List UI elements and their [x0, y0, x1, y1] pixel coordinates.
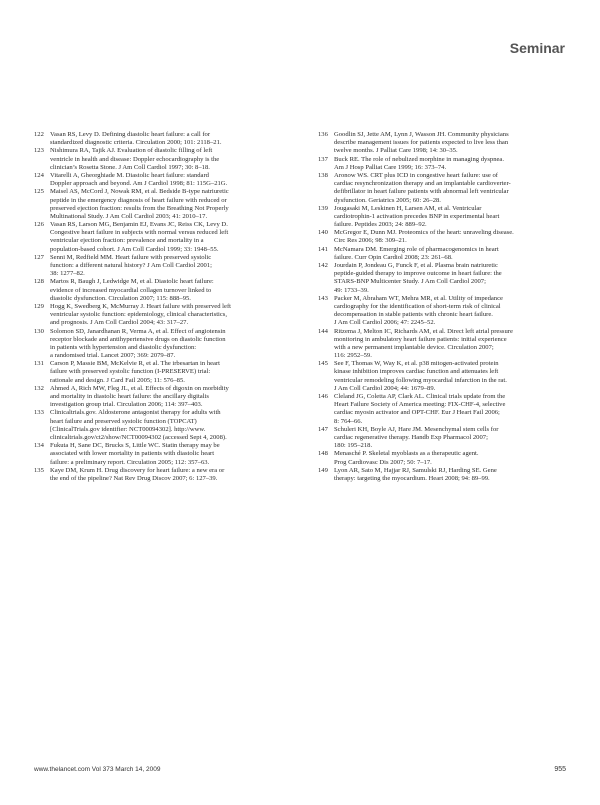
reference-number: 130: [34, 327, 44, 335]
reference-text: [50, 147, 262, 172]
reference-item: [34, 467, 262, 483]
reference-line: Ritzema J, Melton IC, Richards AM, et al. Direct left atrial pressure: [334, 327, 513, 335]
reference-item: [318, 262, 546, 295]
reference-item: [34, 442, 262, 467]
reference-line: failure. Curr Opin Cardiol 2008; 23: 261–68.: [334, 253, 453, 261]
reference-text: [334, 295, 546, 328]
reference-line: Am J Hosp Palliat Care 1999; 16: 373–74.: [334, 163, 447, 171]
reference-line: Senni M, Redfield MM. Heart failure with preserved systolic: [50, 253, 212, 261]
reference-line: clinician’s Rosetta Stone. J Am Coll Cardiol 1997; 30: 8–18.: [50, 163, 210, 171]
reference-line: McNamara DM. Emerging role of pharmacogenomics in heart: [334, 245, 499, 253]
reference-line: Heart Failure Society of America meeting: FIX-CHF-4, selective: [334, 401, 506, 409]
reference-line: receptor blockade and antihypertensive drugs on diastolic function: [50, 335, 226, 343]
reference-text: [50, 385, 262, 410]
reference-line: Multinational Study. J Am Coll Cardiol 2003; 41: 2010–17.: [50, 212, 208, 220]
reference-line: population-based cohort. J Am Coll Cardiol 1999; 33: 1948–55.: [50, 245, 219, 253]
reference-number: 142: [318, 262, 328, 269]
reference-line: 116: 2952–59.: [334, 352, 372, 360]
reference-item: [34, 188, 262, 221]
reference-line: Fukuta H, Sane DC, Brucks S, Little WC. Statin therapy may be: [50, 442, 220, 450]
reference-line: Packer M, Abraham WT, Mehra MR, et al. Utility of impedance: [334, 294, 503, 302]
references-right-column: [318, 131, 546, 483]
reference-text: [334, 131, 546, 156]
reference-line: ventricular remodeling following myocardial infarction in the rat.: [334, 376, 507, 384]
reference-line: cardiography for the identification of short-term risk of clinical: [334, 302, 501, 310]
reference-text: [334, 467, 546, 483]
reference-number: 138: [318, 171, 328, 179]
reference-text: [334, 205, 546, 230]
reference-line: peptide-guided therapy to improve outcome in heart failure: the: [334, 270, 502, 278]
reference-line: therapy: targeting the myocardium. Heart 2008; 94: 89–99.: [334, 474, 490, 482]
reference-text: [334, 262, 546, 295]
reference-number: 144: [318, 327, 328, 335]
reference-line: Doppler approach and beyond. Am J Cardiol 1998; 81: 115G–21G.: [50, 180, 228, 188]
reference-line: Hogg K, Swedberg K, McMurray J. Heart failure with preserved left: [50, 302, 231, 310]
reference-text: [50, 254, 262, 279]
reference-item: [318, 393, 546, 426]
reference-line: Jourdain P, Jondeau G, Funck F, et al. Plasma brain natriuretic: [334, 262, 498, 269]
reference-text: [334, 426, 546, 451]
reference-line: cardiotrophin-1 activation precedes BNP in experimental heart: [334, 212, 500, 220]
reference-text: [334, 328, 546, 361]
reference-number: 126: [34, 221, 44, 229]
reference-text: [50, 303, 262, 328]
reference-line: investigation group trial. Circulation 2006; 114: 397–403.: [50, 401, 203, 409]
reference-text: [334, 172, 546, 205]
reference-line: [ClinicalTrials.gov identifier: NCT00094302]. http://www.: [50, 425, 206, 433]
reference-line: evidence of increased myocardial collagen turnover linked to: [50, 286, 212, 294]
reference-number: 132: [34, 384, 44, 392]
reference-number: 137: [318, 155, 328, 163]
reference-number: 122: [34, 131, 44, 138]
reference-item: [34, 254, 262, 279]
reference-line: See F, Thomas W, Way K, et al. p38 mitogen-activated protein: [334, 360, 499, 368]
reference-item: [34, 303, 262, 328]
reference-item: [318, 156, 546, 172]
reference-line: monitoring in ambulatory heart failure patients: initial experience: [334, 335, 507, 343]
reference-text: [50, 467, 262, 483]
reference-line: clinicaltrials.gov/ct2/show/NCT00094302 (accessed Sept 4, 2008).: [50, 433, 227, 441]
reference-line: rationale and design. J Card Fail 2005; 11: 576–85.: [50, 376, 185, 384]
reference-item: [34, 147, 262, 172]
reference-item: [318, 205, 546, 230]
reference-number: 125: [34, 188, 44, 196]
reference-line: dysfunction. Geriatrics 2005; 60: 26–28.: [334, 196, 441, 204]
reference-line: Solomon SD, Janardhanan R, Verma A, et al. Effect of angiotensin: [50, 327, 226, 335]
reference-item: [34, 172, 262, 188]
footer-journal-info: www.thelancet.com Vol 373 March 14, 2009: [34, 766, 161, 773]
reference-number: 146: [318, 393, 328, 400]
reference-line: kinase inhibition improves cardiac function and attenuates left: [334, 368, 499, 376]
reference-line: standardized diagnostic criteria. Circulation 2000; 101: 2118–21.: [50, 139, 222, 147]
reference-text: [50, 131, 262, 147]
references-left-column: [34, 131, 262, 483]
reference-line: diastolic dysfunction. Circulation 2007; 115: 888–95.: [50, 294, 191, 302]
reference-item: [318, 131, 546, 156]
reference-item: [34, 131, 262, 147]
reference-item: [34, 409, 262, 442]
reference-number: 135: [34, 466, 44, 474]
reference-line: Lyon AR, Sato M, Hajjar RJ, Samulski RJ, Harding SE. Gene: [334, 466, 497, 474]
reference-item: [318, 450, 546, 466]
reference-line: 38: 1277–82.: [50, 270, 85, 278]
reference-number: 129: [34, 302, 44, 310]
reference-number: 147: [318, 425, 328, 433]
reference-line: defibrillator in heart failure patients with abnormal left ventricular: [334, 188, 509, 196]
reference-line: ventricular systolic function: epidemiology, clinical characteristics,: [50, 311, 227, 319]
reference-text: [50, 278, 262, 303]
reference-line: ventricular ejection fraction: prevalence and mortality in a: [50, 237, 204, 245]
reference-line: Vasan RS, Levy D. Defining diastolic heart failure: a call for: [50, 131, 211, 138]
reference-line: failure: a preliminary report. Circulation 2005; 112: 357–63.: [50, 458, 210, 466]
reference-line: Vasan RS, Larson MG, Benjamin EJ, Evans JC, Reiss CK, Levy D.: [50, 221, 228, 229]
reference-line: Cleland JG, Coletta AP, Clark AL. Clinical trials update from the: [334, 393, 506, 400]
reference-line: Clinicaltrials.gov. Aldosterone antagonist therapy for adults with: [50, 409, 221, 417]
reference-line: Jougasaki M, Leskinen H, Larsen AM, et al. Ventricular: [334, 204, 482, 212]
reference-number: 139: [318, 204, 328, 212]
reference-line: describe management issues for patients expected to live less than: [334, 139, 509, 147]
reference-line: STARS-BNP Multicenter Study. J Am Coll Cardiol 2007;: [334, 278, 486, 286]
reference-line: Circ Res 2006; 98: 309–21.: [334, 237, 407, 245]
reference-item: [34, 328, 262, 361]
reference-item: [318, 229, 546, 245]
reference-line: Ahmed A, Rich MW, Fleg JL, et al. Effects of digoxin on morbidity: [50, 384, 229, 392]
reference-line: Prog Cardiovasc Dis 2007; 50: 7–17.: [334, 458, 432, 466]
reference-line: Buck RE. The role of nebulized morphine in managing dyspnea.: [334, 155, 504, 163]
reference-line: Schuleri KH, Boyle AJ, Hare JM. Mesenchymal stem cells for: [334, 425, 499, 433]
reference-line: 8: 764–66.: [334, 417, 363, 425]
reference-line: J Am Coll Cardiol 2004; 44: 1679–89.: [334, 384, 436, 392]
reference-item: [34, 385, 262, 410]
reference-text: [50, 188, 262, 221]
reference-number: 149: [318, 466, 328, 474]
reference-line: heart failure and preserved systolic function (TOPCAT): [50, 417, 197, 425]
reference-line: ventricle in health and disease: Doppler echocardiography is the: [50, 155, 220, 163]
reference-number: 141: [318, 245, 328, 253]
reference-text: [334, 246, 546, 262]
reference-text: [334, 229, 546, 245]
reference-line: and mortality in diastolic heart failure: the ancillary digitalis: [50, 393, 209, 400]
reference-item: [318, 246, 546, 262]
reference-text: [50, 328, 262, 361]
reference-item: [34, 221, 262, 254]
reference-number: 136: [318, 131, 328, 138]
reference-number: 143: [318, 294, 328, 302]
reference-number: 133: [34, 409, 44, 417]
reference-line: cardiac resynchronization therapy and an implantable cardioverter-: [334, 180, 511, 188]
reference-line: 180: 195–218.: [334, 442, 373, 450]
reference-text: [50, 360, 262, 385]
reference-line: 49: 1733–39.: [334, 286, 369, 294]
reference-text: [334, 393, 546, 426]
reference-line: decompensation in stable patients with chronic heart failure.: [334, 311, 493, 319]
reference-number: 124: [34, 171, 44, 179]
reference-line: Menasché P. Skeletal myoblasts as a therapeutic agent.: [334, 450, 479, 458]
reference-line: failure. Peptides 2003; 24: 889–92.: [334, 221, 427, 229]
reference-line: peptide in the emergency diagnosis of heart failure with reduced or: [50, 196, 227, 204]
reference-text: [334, 156, 546, 172]
reference-item: [318, 467, 546, 483]
reference-number: 123: [34, 147, 44, 155]
reference-number: 134: [34, 442, 44, 450]
reference-number: 145: [318, 360, 328, 368]
reference-item: [318, 360, 546, 393]
reference-line: twelve months. J Palliat Care 1998; 14: 30–35.: [334, 147, 458, 155]
reference-line: a randomised trial. Lancet 2007; 369: 2079–87.: [50, 352, 176, 360]
reference-line: Martos R, Baugh J, Ledwidge M, et al. Diastolic heart failure:: [50, 278, 214, 286]
reference-number: 128: [34, 278, 44, 286]
reference-item: [34, 360, 262, 385]
reference-line: the end of the pipeline? Nat Rev Drug Discov 2007; 6: 127–39.: [50, 474, 218, 482]
reference-text: [334, 360, 546, 393]
reference-line: associated with lower mortality in patients with diastolic heart: [50, 450, 215, 458]
reference-item: [318, 426, 546, 451]
reference-text: [334, 450, 546, 466]
reference-line: Nishimura RA, Tajik AJ. Evaluation of diastolic filling of left: [50, 147, 213, 155]
reference-text: [50, 172, 262, 188]
reference-line: failure with preserved systolic function (I-PRESERVE) trial:: [50, 368, 211, 376]
reference-line: Maisel AS, McCord J, Nowak RM, et al. Bedside B-type natriuretic: [50, 188, 229, 196]
reference-item: [34, 278, 262, 303]
reference-number: 140: [318, 229, 328, 237]
reference-line: function: a different natural history? J Am Coll Cardiol 2001;: [50, 262, 212, 269]
reference-item: [318, 328, 546, 361]
reference-item: [318, 295, 546, 328]
reference-line: in patients with hypertension and diastolic dysfunction:: [50, 343, 197, 351]
reference-line: cardiac regenerative therapy. Handb Exp Pharmacol 2007;: [334, 433, 488, 441]
reference-line: Kaye DM, Krum H. Drug discovery for heart failure: a new era or: [50, 466, 225, 474]
reference-text: [50, 221, 262, 254]
reference-line: McGregor E, Dunn MJ. Proteomics of the heart: unraveling disease.: [334, 229, 514, 237]
reference-number: 127: [34, 253, 44, 261]
reference-line: Vitarelli A, Gheorghiade M. Diastolic heart failure: standard: [50, 171, 209, 179]
reference-number: 131: [34, 360, 44, 368]
reference-line: Carson P, Massie BM, McKelvie R, et al. The irbesartan in heart: [50, 360, 220, 368]
reference-line: preserved ejection fraction: results from the Breathing Not Properly: [50, 204, 229, 212]
section-title: Seminar: [509, 40, 565, 56]
reference-line: with a new permanent implantable device. Circulation 2007;: [334, 343, 494, 351]
reference-line: and prognosis. J Am Coll Cardiol 2004; 43: 317–27.: [50, 319, 189, 327]
reference-text: [50, 409, 262, 442]
reference-item: [318, 172, 546, 205]
reference-line: Aronow WS. CRT plus ICD in congestive heart failure: use of: [334, 171, 498, 179]
reference-line: Congestive heart failure in subjects with normal versus reduced left: [50, 229, 229, 237]
page-number: 955: [554, 766, 566, 773]
reference-text: [50, 442, 262, 467]
reference-line: J Am Coll Cardiol 2006; 47: 2245–52.: [334, 319, 436, 327]
reference-number: 148: [318, 450, 328, 458]
reference-line: cardiac myosin activator and OPT-CHF. Eur J Heart Fail 2006;: [334, 409, 500, 417]
reference-line: Goodlin SJ, Jette AM, Lynn J, Wasson JH. Community physicians: [334, 131, 509, 138]
